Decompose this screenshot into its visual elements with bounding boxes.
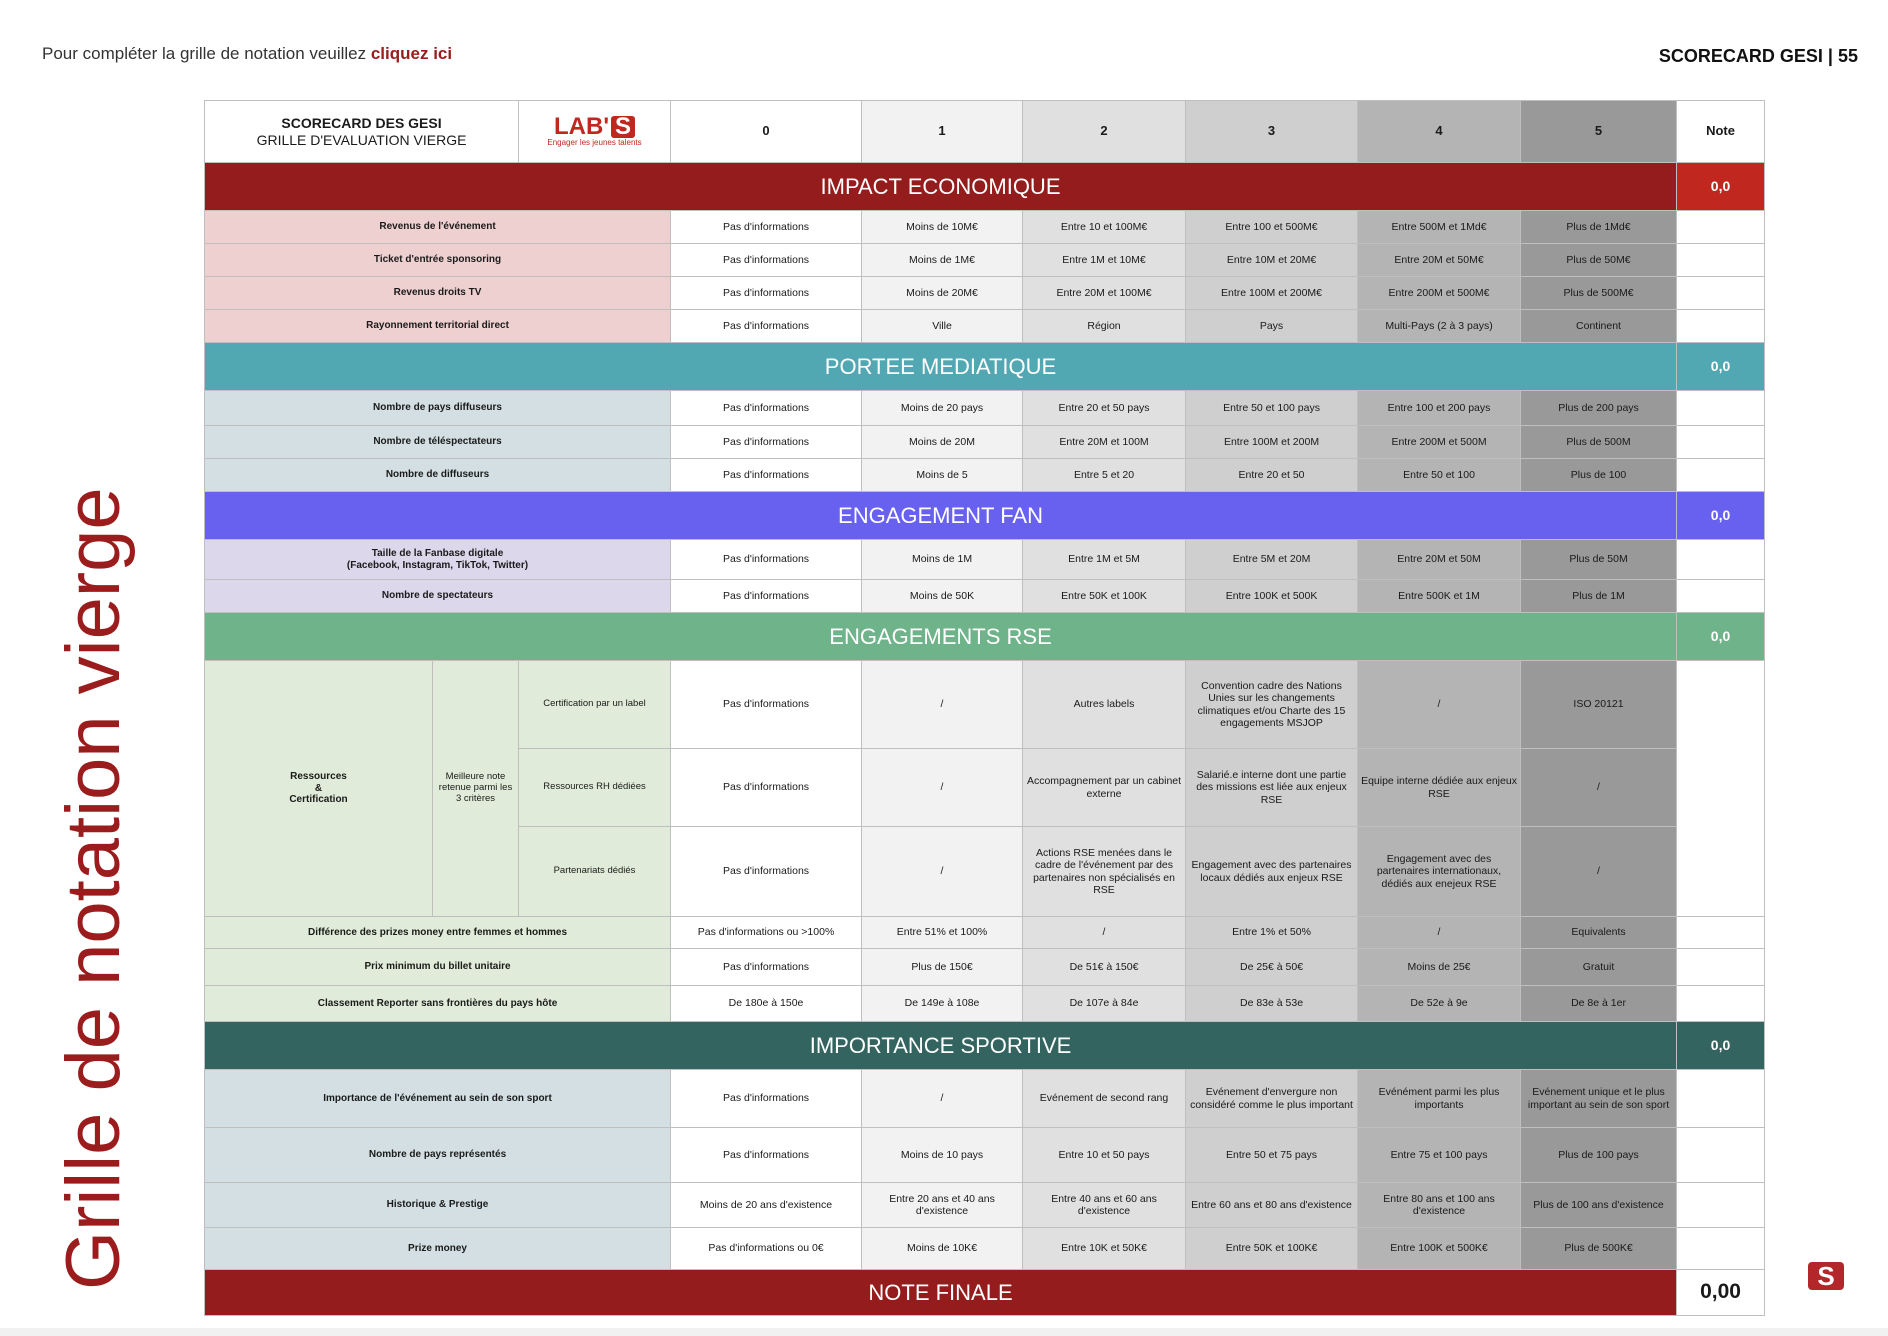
- header-row: [205, 101, 1765, 163]
- score-cell-1: Moins de 20M€: [862, 277, 1023, 310]
- score-cell-3: Entre 60 ans et 80 ans d'existence: [1186, 1183, 1358, 1228]
- score-cell-2: Accompagnement par un cabinet externe: [1023, 749, 1186, 827]
- criterion-label: [205, 1128, 671, 1183]
- score-header-2: 2: [1023, 101, 1186, 163]
- score-cell-3: Entre 50 et 75 pays: [1186, 1128, 1358, 1183]
- criterion-label: [205, 277, 671, 310]
- section-title-economic: IMPACT ECONOMIQUE: [205, 163, 1677, 211]
- criterion-label: [205, 391, 671, 426]
- criterion-text: Revenus droits TV: [393, 287, 482, 299]
- score-cell-1: De 149e à 108e: [862, 986, 1023, 1022]
- criterion-label: [205, 244, 671, 277]
- section-title-sport: IMPORTANCE SPORTIVE: [205, 1022, 1677, 1070]
- table-row: [205, 391, 1765, 426]
- note-input-cell[interactable]: [1677, 391, 1765, 426]
- score-cell-0: Pas d'informations: [671, 749, 862, 827]
- score-cell-1: Moins de 5: [862, 459, 1023, 492]
- table-row: [205, 244, 1765, 277]
- criterion-label: [205, 211, 671, 244]
- criterion-text: Nombre de diffuseurs: [385, 469, 490, 481]
- table-row: [205, 1070, 1765, 1128]
- criterion-label: [205, 310, 671, 343]
- score-cell-5: Plus de 50M€: [1521, 244, 1677, 277]
- score-cell-4: Multi-Pays (2 à 3 pays): [1358, 310, 1521, 343]
- table-row: [205, 426, 1765, 459]
- scorecard-table: [204, 100, 1765, 1316]
- score-cell-2: /: [1023, 917, 1186, 949]
- score-cell-1: Moins de 10K€: [862, 1228, 1023, 1270]
- score-cell-5: Plus de 500K€: [1521, 1228, 1677, 1270]
- subcriterion-label: Certification par un label: [519, 661, 671, 749]
- note-input-cell[interactable]: [1677, 580, 1765, 613]
- score-cell-0: Pas d'informations ou >100%: [671, 917, 862, 949]
- score-cell-4: Evénément parmi les plus importants: [1358, 1070, 1521, 1128]
- section-note-fan: 0,0: [1677, 492, 1765, 540]
- score-cell-0: Pas d'informations: [671, 827, 862, 917]
- score-cell-3: Salarié.e interne dont une partie des missions est liée aux enjeux RSE: [1186, 749, 1358, 827]
- score-cell-4: Entre 100 et 200 pays: [1358, 391, 1521, 426]
- score-header-1: 1: [862, 101, 1023, 163]
- score-cell-0: Pas d'informations: [671, 310, 862, 343]
- table-title-line1: SCORECARD DES GESI: [281, 115, 442, 132]
- table-row: [205, 1128, 1765, 1183]
- score-cell-0: Pas d'informations: [671, 459, 862, 492]
- score-cell-2: Entre 20 et 50 pays: [1023, 391, 1186, 426]
- instruction-text: [42, 44, 452, 64]
- criterion-label: [205, 986, 671, 1022]
- final-label: NOTE FINALE: [205, 1270, 1677, 1316]
- group-label-line3: Certification: [289, 794, 348, 806]
- table-row: [205, 917, 1765, 949]
- score-cell-4: Equipe interne dédiée aux enjeux RSE: [1358, 749, 1521, 827]
- score-cell-4: Entre 100K et 500K€: [1358, 1228, 1521, 1270]
- score-cell-0: Pas d'informations: [671, 1128, 862, 1183]
- page-number: 55: [1837, 46, 1858, 66]
- score-cell-0: Pas d'informations: [671, 540, 862, 580]
- table-row: [205, 310, 1765, 343]
- final-score: 0,00: [1677, 1270, 1765, 1316]
- score-cell-1: Moins de 20M: [862, 426, 1023, 459]
- score-cell-1: /: [862, 1070, 1023, 1128]
- score-cell-4: Entre 500K et 1M: [1358, 580, 1521, 613]
- criterion-label: [205, 540, 671, 580]
- score-cell-0: Pas d'informations: [671, 949, 862, 986]
- score-cell-5: /: [1521, 827, 1677, 917]
- score-cell-5: Gratuit: [1521, 949, 1677, 986]
- score-cell-4: Entre 75 et 100 pays: [1358, 1128, 1521, 1183]
- score-cell-4: Entre 80 ans et 100 ans d'existence: [1358, 1183, 1521, 1228]
- criterion-text: Classement Reporter sans frontières du pays hôte: [317, 997, 558, 1009]
- score-cell-4: De 52e à 9e: [1358, 986, 1521, 1022]
- criterion-text: Nombre de spectateurs: [381, 590, 494, 602]
- note-input-cell[interactable]: [1677, 277, 1765, 310]
- table-row: [205, 1183, 1765, 1228]
- score-cell-0: De 180e à 150e: [671, 986, 862, 1022]
- score-cell-2: Entre 5 et 20: [1023, 459, 1186, 492]
- table-row: [205, 580, 1765, 613]
- score-cell-4: Entre 200M et 500M: [1358, 426, 1521, 459]
- score-cell-3: Entre 100K et 500K: [1186, 580, 1358, 613]
- group-label-line1: Ressources: [290, 771, 347, 783]
- score-cell-1: Ville: [862, 310, 1023, 343]
- note-input-cell[interactable]: [1677, 1070, 1765, 1128]
- header-separator: |: [1822, 46, 1838, 66]
- score-cell-3: Entre 100 et 500M€: [1186, 211, 1358, 244]
- score-cell-4: Entre 20M et 50M: [1358, 540, 1521, 580]
- lab-logo-s-icon: S: [611, 116, 635, 138]
- criterion-text: Rayonnement territorial direct: [366, 320, 509, 332]
- section-title-rse: ENGAGEMENTS RSE: [205, 613, 1677, 661]
- score-cell-1: /: [862, 661, 1023, 749]
- score-cell-2: Entre 1M et 10M€: [1023, 244, 1186, 277]
- score-cell-5: Plus de 1Md€: [1521, 211, 1677, 244]
- score-cell-4: /: [1358, 661, 1521, 749]
- score-cell-0: Pas d'informations ou 0€: [671, 1228, 862, 1270]
- note-input-cell[interactable]: [1677, 244, 1765, 277]
- note-header: Note: [1677, 101, 1765, 163]
- score-cell-1: Moins de 10M€: [862, 211, 1023, 244]
- score-cell-2: De 107e à 84e: [1023, 986, 1186, 1022]
- note-input-cell[interactable]: [1677, 986, 1765, 1022]
- note-input-cell[interactable]: [1677, 949, 1765, 986]
- note-input-cell[interactable]: [1677, 459, 1765, 492]
- table-row: [205, 277, 1765, 310]
- score-cell-3: Entre 50K et 100K€: [1186, 1228, 1358, 1270]
- score-cell-2: Entre 20M et 100M: [1023, 426, 1186, 459]
- score-cell-2: De 51€ à 150€: [1023, 949, 1186, 986]
- score-cell-2: Autres labels: [1023, 661, 1186, 749]
- score-cell-3: Entre 100M et 200M€: [1186, 277, 1358, 310]
- table-row: [205, 540, 1765, 580]
- score-header-0: 0: [671, 101, 862, 163]
- score-cell-2: Evénement de second rang: [1023, 1070, 1186, 1128]
- score-cell-0: Pas d'informations: [671, 426, 862, 459]
- section-sport: [205, 1022, 1765, 1070]
- lab-logo-text: LAB': [554, 112, 610, 140]
- group-label: [205, 661, 433, 917]
- score-cell-5: De 8e à 1er: [1521, 986, 1677, 1022]
- score-cell-1: Moins de 10 pays: [862, 1128, 1023, 1183]
- score-cell-2: Entre 10 et 100M€: [1023, 211, 1186, 244]
- score-cell-1: Entre 20 ans et 40 ans d'existence: [862, 1183, 1023, 1228]
- score-cell-4: Entre 50 et 100: [1358, 459, 1521, 492]
- criterion-text: Nombre de pays diffuseurs: [373, 402, 502, 414]
- section-note-economic: 0,0: [1677, 163, 1765, 211]
- score-cell-4: Engagement avec des partenaires internationaux, dédiés aux enejeux RSE: [1358, 827, 1521, 917]
- criterion-text: Prix minimum du billet unitaire: [364, 961, 511, 973]
- table-row: [205, 986, 1765, 1022]
- criterion-text: Nombre de pays représentés: [368, 1149, 507, 1161]
- table-row: [205, 1228, 1765, 1270]
- lab-s-logo: [519, 101, 671, 163]
- score-cell-3: Entre 1% et 50%: [1186, 917, 1358, 949]
- table-title: [205, 101, 519, 163]
- group-label-line2: &: [314, 782, 323, 794]
- score-cell-2: Actions RSE menées dans le cadre de l'événement par des partenaires non spécialisés en RSE: [1023, 827, 1186, 917]
- criterion-label: [205, 426, 671, 459]
- table-row: [205, 211, 1765, 244]
- note-input-cell[interactable]: [1677, 661, 1765, 917]
- score-cell-0: Pas d'informations: [671, 580, 862, 613]
- score-header-3: 3: [1186, 101, 1358, 163]
- score-cell-3: Evénement d'envergure non considéré comme le plus important: [1186, 1070, 1358, 1128]
- section-economic: [205, 163, 1765, 211]
- section-note-sport: 0,0: [1677, 1022, 1765, 1070]
- criterion-text: Historique & Prestige: [386, 1199, 489, 1211]
- score-cell-5: Plus de 50M: [1521, 540, 1677, 580]
- score-cell-2: Entre 10K et 50K€: [1023, 1228, 1186, 1270]
- table-title-line2: GRILLE D'EVALUATION VIERGE: [256, 131, 467, 148]
- criterion-text: Taille de la Fanbase digitale: [371, 548, 504, 559]
- table-row: [205, 661, 1765, 749]
- score-cell-5: Plus de 500M€: [1521, 277, 1677, 310]
- score-cell-5: Evénement unique et le plus important au sein de son sport: [1521, 1070, 1677, 1128]
- score-cell-3: Entre 20 et 50: [1186, 459, 1358, 492]
- score-cell-0: Pas d'informations: [671, 391, 862, 426]
- score-cell-0: Pas d'informations: [671, 211, 862, 244]
- score-cell-3: Entre 10M et 20M€: [1186, 244, 1358, 277]
- section-title-media: PORTEE MEDIATIQUE: [205, 343, 1677, 391]
- note-input-cell[interactable]: [1677, 211, 1765, 244]
- score-cell-1: Moins de 1M: [862, 540, 1023, 580]
- score-cell-2: Entre 20M et 100M€: [1023, 277, 1186, 310]
- criterion-text: Importance de l'événement au sein de son sport: [323, 1092, 552, 1104]
- criterion-text: Différence des prizes money entre femmes et hommes: [308, 926, 567, 938]
- instruction-label: Pour compléter la grille de notation veuillez: [42, 44, 371, 63]
- table-row: [205, 459, 1765, 492]
- criterion-text: Nombre de téléspectateurs: [373, 436, 502, 448]
- score-cell-4: Entre 500M et 1Md€: [1358, 211, 1521, 244]
- note-input-cell[interactable]: [1677, 1228, 1765, 1270]
- note-input-cell[interactable]: [1677, 917, 1765, 949]
- score-cell-1: Moins de 1M€: [862, 244, 1023, 277]
- score-cell-2: Entre 10 et 50 pays: [1023, 1128, 1186, 1183]
- score-cell-1: Plus de 150€: [862, 949, 1023, 986]
- score-cell-3: Entre 50 et 100 pays: [1186, 391, 1358, 426]
- score-cell-4: Entre 200M et 500M€: [1358, 277, 1521, 310]
- vertical-page-title: Grille de notation vierge: [51, 487, 136, 1290]
- score-cell-4: /: [1358, 917, 1521, 949]
- criterion-label: [205, 917, 671, 949]
- score-cell-5: Plus de 1M: [1521, 580, 1677, 613]
- score-cell-2: Entre 1M et 5M: [1023, 540, 1186, 580]
- document-title: SCORECARD GESI: [1658, 46, 1823, 66]
- score-cell-2: Entre 40 ans et 60 ans d'existence: [1023, 1183, 1186, 1228]
- final-row: [205, 1270, 1765, 1316]
- score-cell-1: Entre 51% et 100%: [862, 917, 1023, 949]
- score-cell-2: Région: [1023, 310, 1186, 343]
- score-cell-3: Convention cadre des Nations Unies sur les changements climatiques et/ou Charte des 15 engagements MSJOP: [1186, 661, 1358, 749]
- document-header: [1659, 46, 1858, 67]
- score-cell-0: Pas d'informations: [671, 244, 862, 277]
- table-row: [205, 949, 1765, 986]
- score-cell-1: /: [862, 749, 1023, 827]
- score-cell-3: Pays: [1186, 310, 1358, 343]
- score-cell-2: Entre 50K et 100K: [1023, 580, 1186, 613]
- score-cell-3: Entre 100M et 200M: [1186, 426, 1358, 459]
- note-input-cell[interactable]: [1677, 1128, 1765, 1183]
- brand-s-icon: S: [1808, 1262, 1844, 1290]
- score-cell-1: Moins de 20 pays: [862, 391, 1023, 426]
- score-cell-0: Pas d'informations: [671, 661, 862, 749]
- score-cell-5: Plus de 100 pays: [1521, 1128, 1677, 1183]
- criterion-label: [205, 580, 671, 613]
- score-cell-5: /: [1521, 749, 1677, 827]
- criterion-detail: (Facebook, Instagram, TikTok, Twitter): [346, 559, 529, 571]
- score-cell-5: Plus de 100 ans d'existence: [1521, 1183, 1677, 1228]
- score-cell-3: De 25€ à 50€: [1186, 949, 1358, 986]
- section-fan: [205, 492, 1765, 540]
- score-cell-1: /: [862, 827, 1023, 917]
- criterion-label: [205, 949, 671, 986]
- score-cell-0: Pas d'informations: [671, 277, 862, 310]
- section-note-rse: 0,0: [1677, 613, 1765, 661]
- score-cell-5: Equivalents: [1521, 917, 1677, 949]
- score-cell-5: Continent: [1521, 310, 1677, 343]
- subcriterion-label: Ressources RH dédiées: [519, 749, 671, 827]
- section-media: [205, 343, 1765, 391]
- score-cell-3: De 83e à 53e: [1186, 986, 1358, 1022]
- group-rule: Meilleure note retenue parmi les 3 critères: [433, 661, 519, 917]
- note-input-cell[interactable]: [1677, 426, 1765, 459]
- section-note-media: 0,0: [1677, 343, 1765, 391]
- criterion-label: [205, 1070, 671, 1128]
- criterion-text: Revenus de l'événement: [379, 221, 496, 233]
- criterion-label: [205, 1228, 671, 1270]
- note-input-cell[interactable]: [1677, 540, 1765, 580]
- score-cell-0: Moins de 20 ans d'existence: [671, 1183, 862, 1228]
- score-cell-5: ISO 20121: [1521, 661, 1677, 749]
- score-cell-3: Engagement avec des partenaires locaux dédiés aux enjeux RSE: [1186, 827, 1358, 917]
- click-here-link[interactable]: cliquez ici: [370, 44, 453, 63]
- bottom-bar: [0, 1328, 1888, 1336]
- criterion-label: [205, 459, 671, 492]
- note-input-cell[interactable]: [1677, 1183, 1765, 1228]
- score-cell-5: Plus de 200 pays: [1521, 391, 1677, 426]
- subcriterion-label: Partenariats dédiés: [519, 827, 671, 917]
- score-cell-1: Moins de 50K: [862, 580, 1023, 613]
- score-cell-4: Entre 20M et 50M€: [1358, 244, 1521, 277]
- score-cell-5: Plus de 100: [1521, 459, 1677, 492]
- score-cell-4: Moins de 25€: [1358, 949, 1521, 986]
- section-title-fan: ENGAGEMENT FAN: [205, 492, 1677, 540]
- criterion-text: Prize money: [408, 1242, 467, 1254]
- note-input-cell[interactable]: [1677, 310, 1765, 343]
- section-rse: [205, 613, 1765, 661]
- lab-logo-mark: [521, 112, 668, 140]
- lab-logo-tagline: Engager les jeunes talents: [547, 137, 642, 147]
- score-cell-0: Pas d'informations: [671, 1070, 862, 1128]
- score-header-4: 4: [1358, 101, 1521, 163]
- score-header-5: 5: [1521, 101, 1677, 163]
- criterion-text: Ticket d'entrée sponsoring: [373, 254, 502, 266]
- score-cell-5: Plus de 500M: [1521, 426, 1677, 459]
- criterion-label: [205, 1183, 671, 1228]
- score-cell-3: Entre 5M et 20M: [1186, 540, 1358, 580]
